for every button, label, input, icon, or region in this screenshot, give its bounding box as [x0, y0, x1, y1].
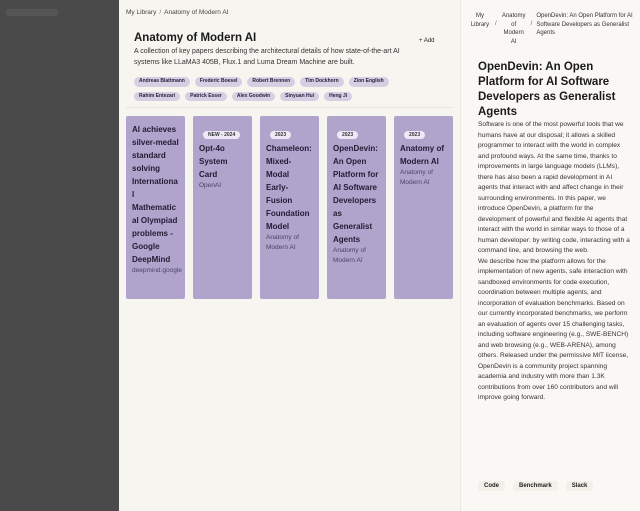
paper-card-badge: NEW - 2024 [203, 131, 240, 139]
detail-abstract [478, 120, 630, 404]
detail-breadcrumb [469, 12, 636, 46]
collection-description: A collection of key papers describing the architectural details of how state-of-the-art AI systems like LLaMA3 405B, Flux.1 and Luma Dream Machine are built. [134, 48, 400, 66]
detail-actions [478, 481, 593, 491]
paper-card-badge: 2023 [337, 131, 358, 139]
author-chip[interactable]: Alex Goodwin [232, 92, 275, 102]
breadcrumb [126, 9, 228, 16]
paper-card-title: OpenDevin: An Open Platform for AI Software Developers as Generalist Agents [333, 144, 379, 244]
breadcrumb-separator: / [159, 9, 162, 16]
author-chip[interactable]: Robert Brennen [247, 77, 295, 87]
paper-detail-panel [460, 0, 640, 511]
paper-card-source: Anatomy of Modern AI [266, 234, 299, 251]
detail-title: OpenDevin: An Open Platform for AI Software Developers as Generalist Agents [478, 61, 616, 118]
abstract-paragraph: We describe how the platform allows for the implementation of new agents, safe interaction with sandboxed environments for code execution, coordination between multiple agents, and incorporation of evaluation benchmarks. Based on our currently incorporated benchmarks, we perform an evaluation of agents over 15 challenging tasks, including software engineering (e.g., SWE-BENCH) and web browsing (e.g., WEB-ARENA), among others. Released under the permissive MIT license, OpenDevin is a community project spanning academia and industry with more than 1.3K contributions from over 160 contributors and will improve going forward. [478, 257, 629, 401]
paper-card[interactable] [327, 116, 386, 299]
page-title: Anatomy of Modern AI [134, 32, 257, 44]
sidebar-header-placeholder [6, 9, 58, 16]
abstract-paragraph: Software is one of the most powerful tools that we humans have at our disposal; it allows a skilled programmer to interact with the world in complex and profound ways. At the same time, thanks to improvements in large language models (LLMs), there has also been a rapid development in AI agents that interact with and affect change in their surrounding environments. In this paper, we introduce OpenDevin, a platform for the development of powerful and flexible AI agents that interact with the world in similar ways to those of a human developer: by writing code, interacting with a command line, and browsing the web. [478, 121, 630, 254]
benchmark-button[interactable]: Benchmark [513, 481, 558, 491]
paper-card-badge: 2023 [404, 131, 425, 139]
paper-card[interactable] [394, 116, 453, 299]
author-chip[interactable]: Sinyuan Hui [280, 92, 319, 102]
author-chip[interactable]: Patrick Esser [185, 92, 227, 102]
collection-view [119, 0, 460, 511]
detail-breadcrumb-middle[interactable]: Anatomy of Modern AI [501, 13, 526, 45]
paper-card[interactable] [260, 116, 319, 299]
author-chip[interactable]: Andreas Blattmann [134, 77, 190, 87]
divider [126, 107, 453, 108]
add-button[interactable]: + Add [419, 38, 435, 44]
paper-card-source: deepmind.google [132, 267, 182, 274]
paper-card-source: Anatomy of Modern AI [333, 247, 366, 264]
paper-card-source: OpenAI [199, 182, 222, 189]
breadcrumb-separator: / [530, 21, 533, 27]
paper-card-badge: 2023 [270, 131, 291, 139]
paper-card-title: AI achieves silver-medal standard solving International Mathematical Olympiad problems - Google DeepMind [132, 125, 179, 264]
author-chip[interactable]: Rahim Entezari [134, 92, 180, 102]
paper-card-list [126, 116, 453, 300]
breadcrumb-current[interactable]: Anatomy of Modern AI [164, 9, 229, 16]
author-list [134, 77, 424, 101]
breadcrumb-root[interactable]: My Library [126, 9, 157, 16]
code-button[interactable]: Code [478, 481, 505, 491]
slack-button[interactable]: Slack [566, 481, 594, 491]
app-sidebar [0, 0, 119, 511]
paper-card-source: Anatomy of Modern AI [400, 169, 433, 186]
paper-card[interactable] [126, 116, 185, 299]
paper-card-title: Opt-4o System Card [199, 144, 228, 179]
paper-card-title: Anatomy of Modern AI [400, 144, 444, 166]
author-chip[interactable]: Frederic Boesel [195, 77, 243, 87]
detail-breadcrumb-current[interactable]: OpenDevin: An Open Platform for AI Software Developers as Generalist Agents [536, 13, 633, 36]
breadcrumb-separator: / [495, 21, 497, 27]
author-chip[interactable]: Zion English [349, 77, 389, 87]
detail-breadcrumb-root[interactable]: My Library [470, 13, 490, 28]
author-chip[interactable]: Tim Dockhorn [300, 77, 344, 87]
paper-card[interactable] [193, 116, 252, 299]
author-chip[interactable]: Heng Ji [324, 92, 352, 102]
paper-card-title: Chameleon: Mixed-Modal Early-Fusion Foundation Model [266, 144, 312, 231]
